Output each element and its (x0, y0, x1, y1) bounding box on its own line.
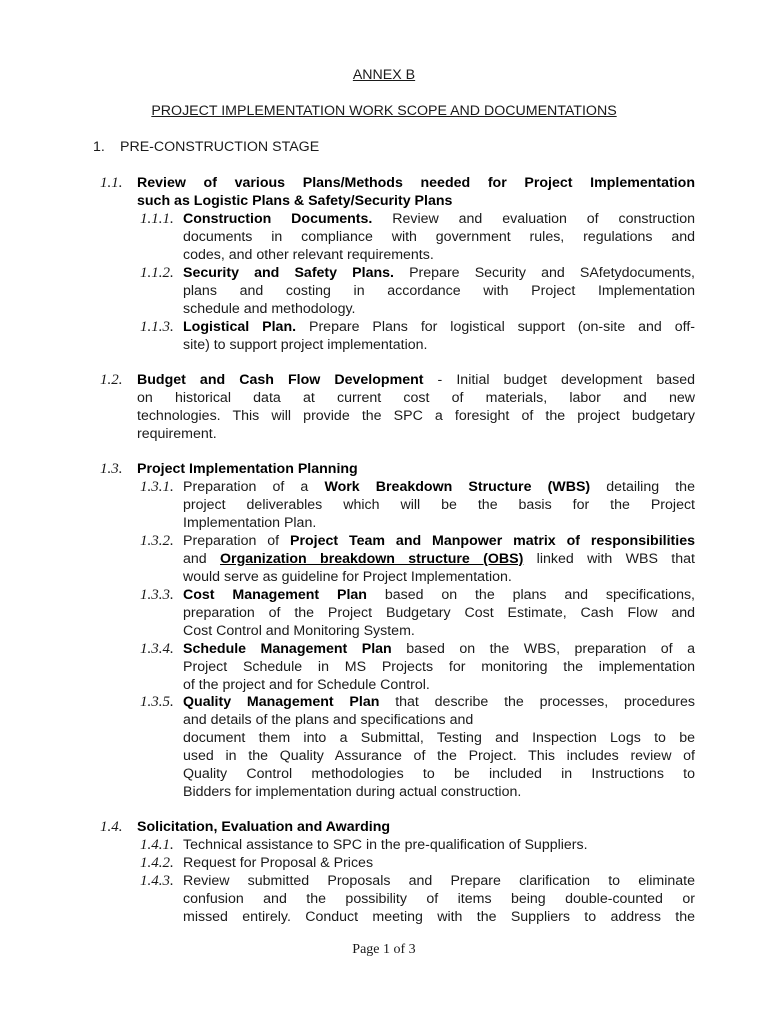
item-paragraph: Construction Documents. Review and evaluation of construction documents in compliance with government rules, regulations and codes, and other relevant requirements. (183, 211, 695, 263)
item-number: 1.4.1. (140, 837, 174, 853)
page-footer: Page 1 of 3 (352, 942, 416, 957)
item-number: 1.3.5. (140, 694, 174, 710)
item-paragraph: Preparation of Project Team and Manpower matrix of responsibilities and Organization breakdown structure (OBS) linked with WBS that would serve as guideline for Project Implementation. (183, 533, 695, 585)
item-paragraph: Request for Proposal & Prices (183, 855, 374, 871)
document-title: PROJECT IMPLEMENTATION WORK SCOPE AND DOCUMENTATIONS (151, 103, 617, 119)
item-number: 1.1.3. (140, 319, 174, 335)
item-paragraph: Review submitted Proposals and Prepare clarification to eliminate confusion and the possibility of items being double-counted or missed entirely. Conduct meeting with the Suppliers to address the (183, 873, 695, 925)
item-number: 1.3.3. (140, 587, 174, 603)
item-paragraph: Preparation of a Work Breakdown Structure (WBS) detailing the project deliverables which will be the basis for the Project Implementation Plan. (183, 479, 695, 531)
stage-title: PRE-CONSTRUCTION STAGE (120, 139, 320, 155)
item-paragraph: Security and Safety Plans. Prepare Security and SAfetydocuments, plans and costing in accordance with Project Implementation schedule and methodology. (183, 265, 695, 317)
section-paragraph: Budget and Cash Flow Development - Initial budget development based on historical data at current cost of materials, labor and new technologies. This will provide the SPC a foresight of the project budgetary requirement. (137, 372, 695, 442)
section-title: Review of various Plans/Methods needed for Project Implementation such as Logistic Plans & Safety/Security Plans (137, 175, 695, 209)
item-number: 1.3.2. (140, 533, 174, 549)
item-paragraph: Logistical Plan. Prepare Plans for logistical support (on-site and off- site) to support project implementation. (183, 319, 695, 353)
item-number: 1.1.2. (140, 265, 174, 281)
section-title: Project Implementation Planning (137, 461, 358, 477)
item-paragraph: Technical assistance to SPC in the pre-qualification of Suppliers. (183, 837, 588, 853)
section-number: 1.1. (100, 175, 123, 191)
item-paragraph: Schedule Management Plan based on the WBS, preparation of a Project Schedule in MS Projects for monitoring the implementation of the project and for Schedule Control. (183, 641, 695, 693)
annex-heading: ANNEX B (352, 67, 416, 83)
stage-number: 1. (93, 139, 105, 155)
section-title: Solicitation, Evaluation and Awarding (137, 819, 391, 835)
stage-heading (93, 138, 319, 156)
section-number: 1.4. (100, 819, 123, 835)
item-number: 1.3.1. (140, 479, 174, 495)
item-number: 1.1.1. (140, 211, 174, 227)
section-number: 1.3. (100, 461, 123, 477)
item-number: 1.4.2. (140, 855, 174, 871)
item-paragraph: Cost Management Plan based on the plans and specifications, preparation of the Project Budgetary Cost Estimate, Cash Flow and Cost Control and Monitoring System. (183, 587, 696, 639)
item-number: 1.3.4. (140, 641, 174, 657)
section-number: 1.2. (100, 372, 123, 388)
item-paragraph: Quality Management Plan that describe the processes, procedures and details of the plans and specifications and document them into a Submittal, Testing and Inspection Logs to be used in the Quality Assurance of the Project. This includes review of Quality Control methodologies to be included in Instructions to Bidders for implementation during actual construction. (183, 694, 696, 800)
item-number: 1.4.3. (140, 873, 174, 889)
